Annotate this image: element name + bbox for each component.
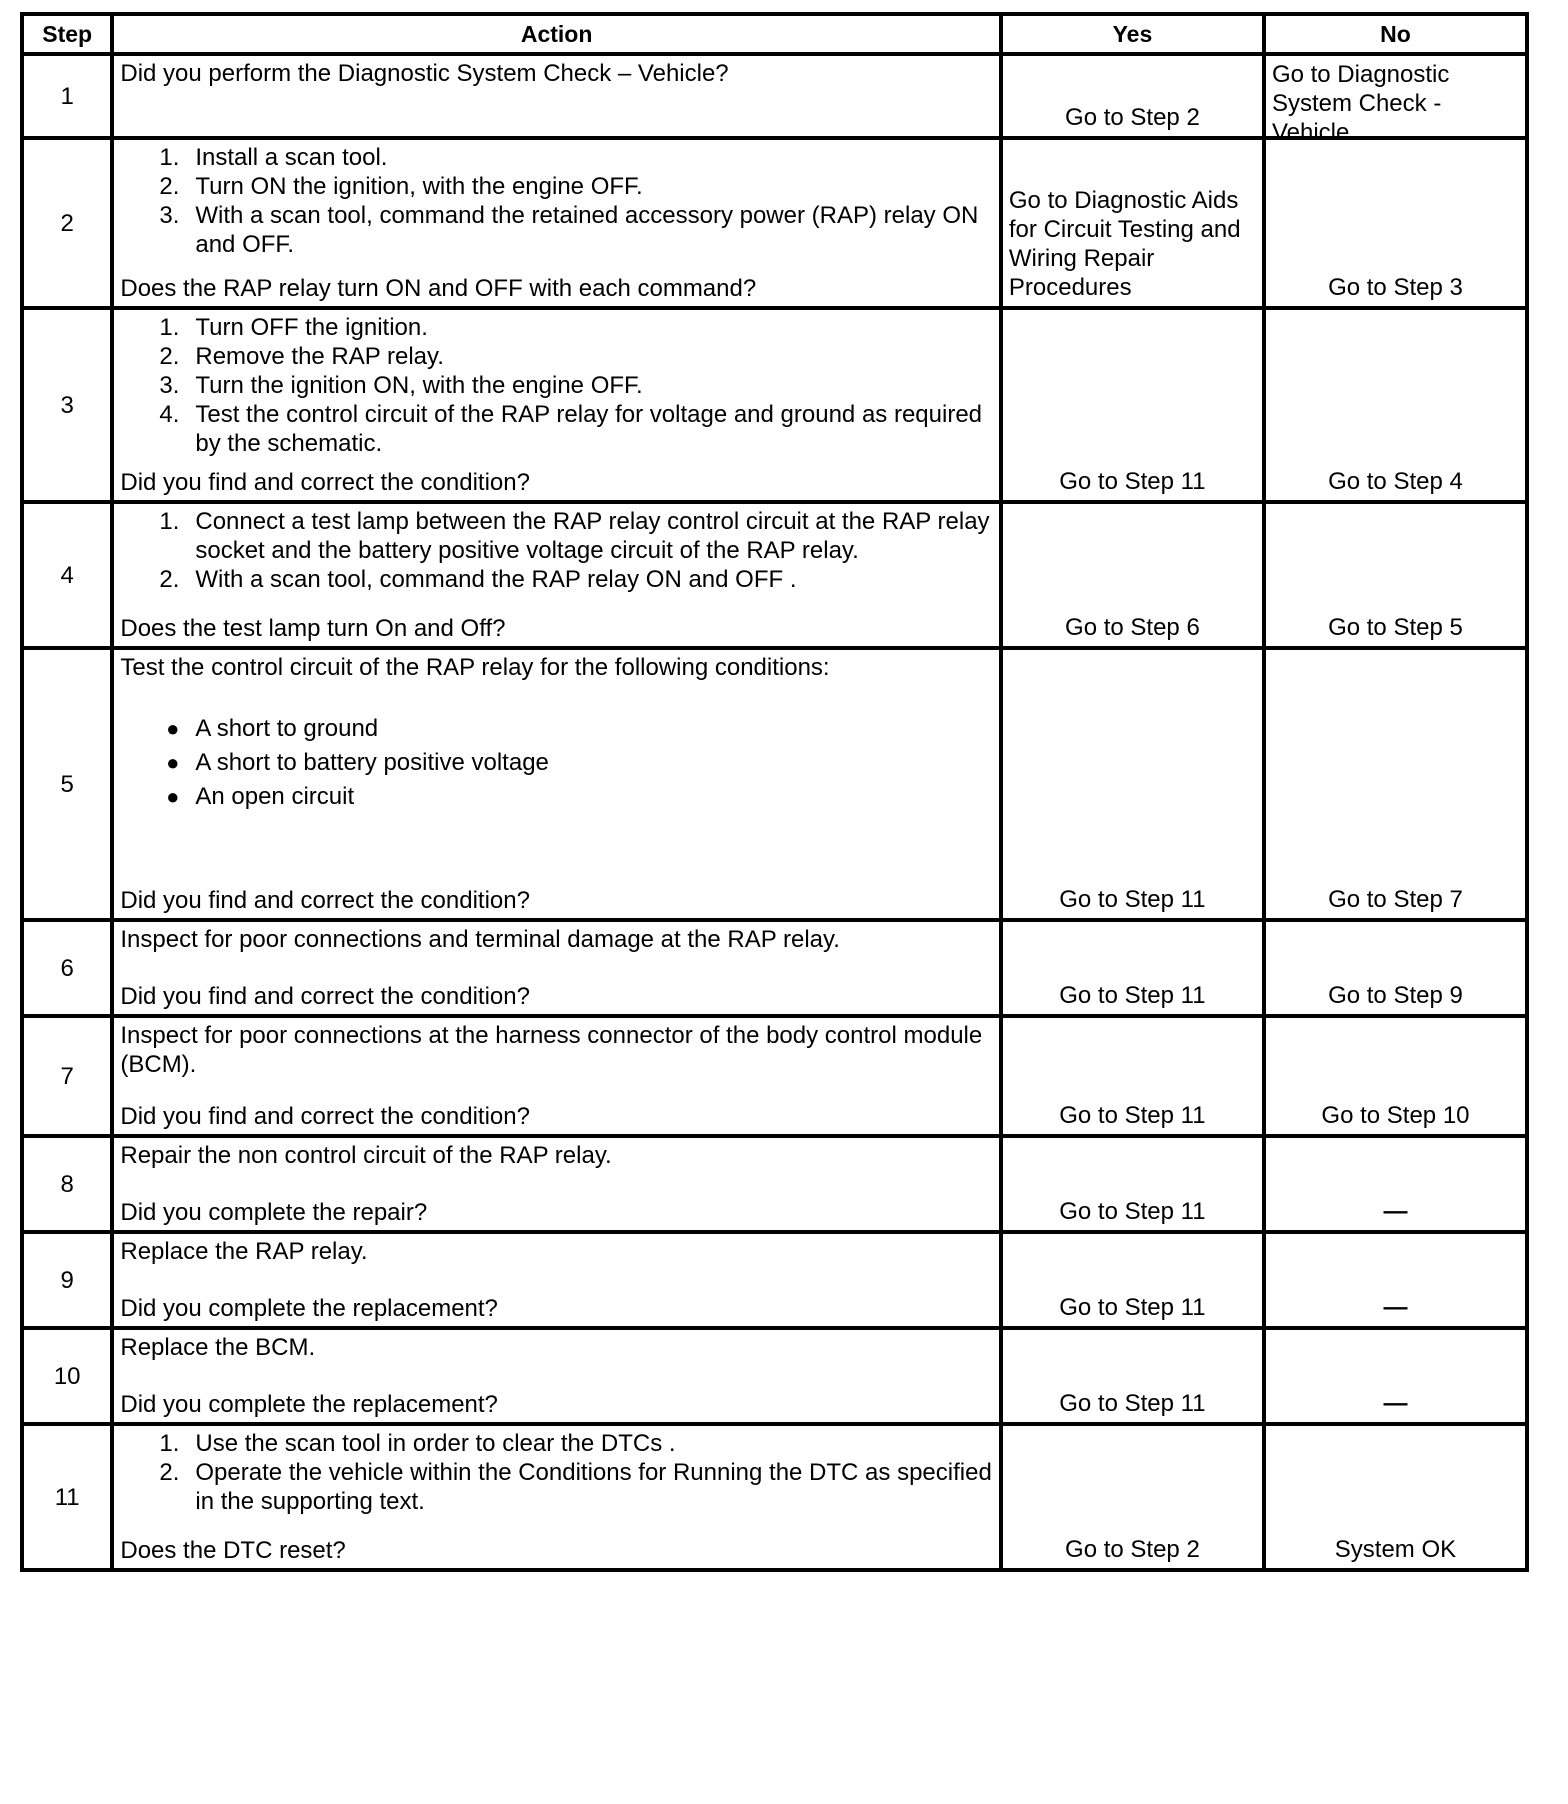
action-instructions: [120, 143, 995, 274]
numbered-item: [120, 507, 995, 565]
no-cell: [1264, 138, 1527, 308]
table-row: [22, 1232, 1527, 1328]
no-result: Go to Step 3: [1328, 274, 1463, 301]
action-content: [120, 59, 995, 133]
step-number: 11: [22, 1424, 112, 1570]
action-cell: [112, 54, 1001, 138]
item-number: 1.: [159, 1430, 180, 1457]
numbered-item: [120, 313, 995, 342]
action-cell: [112, 920, 1001, 1016]
item-text: Test the control circuit of the RAP relay for voltage and ground as required by the schematic.: [195, 401, 983, 457]
no-result: Go to Step 4: [1328, 468, 1463, 495]
action-content: [120, 143, 995, 303]
yes-cell: [1001, 1328, 1264, 1424]
step-number: 8: [22, 1136, 112, 1232]
numbered-item: [120, 565, 995, 594]
yes-cell: [1001, 1016, 1264, 1136]
action-content: [120, 925, 995, 1011]
header-no: No: [1264, 14, 1527, 54]
yes-result: Go to Step 11: [1059, 1198, 1206, 1225]
action-content: [120, 1021, 995, 1131]
item-text: Operate the vehicle within the Conditions for Running the DTC as specified in the supporting text.: [195, 1459, 992, 1515]
action-question: Did you find and correct the condition?: [120, 983, 530, 1010]
action-instructions: [120, 1141, 995, 1198]
item-text: Install a scan tool.: [195, 144, 388, 171]
numbered-item: [120, 371, 995, 400]
action-content: [120, 1237, 995, 1323]
step-number: 3: [22, 308, 112, 502]
action-cell: [112, 138, 1001, 308]
table-row: [22, 138, 1527, 308]
action-intro: Repair the non control circuit of the RAP relay.: [120, 1142, 612, 1169]
action-question: Did you find and correct the condition?: [120, 887, 530, 914]
action-question: Did you complete the replacement?: [120, 1295, 498, 1322]
action-cell: [112, 648, 1001, 920]
table-row: [22, 920, 1527, 1016]
item-text: Use the scan tool in order to clear the DTCs .: [195, 1430, 676, 1457]
step-number: 9: [22, 1232, 112, 1328]
yes-result: Go to Step 2: [1065, 104, 1200, 131]
action-intro: Replace the RAP relay.: [120, 1238, 368, 1265]
bullet-item: [120, 748, 995, 777]
no-result: Go to Step 5: [1328, 614, 1463, 641]
item-text: Turn ON the ignition, with the engine OFF.: [195, 173, 643, 200]
step-number: 10: [22, 1328, 112, 1424]
table-row: [22, 1328, 1527, 1424]
bullet-list: [120, 714, 995, 811]
item-text: A short to ground: [195, 715, 379, 742]
yes-cell: [1001, 920, 1264, 1016]
yes-result: Go to Diagnostic Aids for Circuit Testing and Wiring Repair Procedures: [1008, 187, 1241, 301]
table-row: [22, 502, 1527, 648]
table-row: [22, 54, 1527, 138]
yes-result: Go to Step 11: [1059, 468, 1206, 495]
numbered-item: [120, 1458, 995, 1516]
action-content: [120, 1333, 995, 1419]
step-number: 6: [22, 920, 112, 1016]
item-number: 2.: [159, 1459, 180, 1486]
diagnostic-table: [20, 12, 1529, 1572]
no-cell: [1264, 1232, 1527, 1328]
action-content: [120, 313, 995, 497]
yes-cell: [1001, 308, 1264, 502]
item-number: 2.: [159, 566, 180, 593]
no-cell: [1264, 1424, 1527, 1570]
no-result: Go to Step 7: [1328, 886, 1463, 913]
yes-cell: [1001, 138, 1264, 308]
action-cell: [112, 308, 1001, 502]
item-number: 3.: [159, 372, 180, 399]
no-result: —: [1383, 1390, 1408, 1417]
action-intro: Replace the BCM.: [120, 1334, 316, 1361]
numbered-list: [120, 143, 995, 259]
action-instructions: [120, 59, 995, 133]
action-content: [120, 653, 995, 915]
table-row: [22, 1016, 1527, 1136]
no-cell: [1264, 1016, 1527, 1136]
yes-cell: [1001, 1424, 1264, 1570]
bullet-item: [120, 714, 995, 743]
action-question: Did you complete the replacement?: [120, 1391, 498, 1418]
item-number: 2.: [159, 343, 180, 370]
step-number: 4: [22, 502, 112, 648]
yes-result: Go to Step 11: [1059, 982, 1206, 1009]
item-text: Turn the ignition ON, with the engine OFF.: [195, 372, 643, 399]
no-result: System OK: [1334, 1536, 1457, 1563]
item-text: A short to battery positive voltage: [195, 749, 549, 776]
no-cell: [1264, 648, 1527, 920]
table-row: [22, 308, 1527, 502]
action-question: Does the DTC reset?: [120, 1537, 346, 1564]
action-instructions: [120, 313, 995, 468]
action-intro: Did you perform the Diagnostic System Check – Vehicle?: [120, 60, 729, 87]
yes-result: Go to Step 6: [1065, 614, 1200, 641]
no-cell: [1264, 920, 1527, 1016]
numbered-item: [120, 172, 995, 201]
item-text: Connect a test lamp between the RAP relay control circuit at the RAP relay socket and the battery positive voltage circuit of the RAP relay.: [195, 508, 990, 564]
action-question: Did you find and correct the condition?: [120, 469, 530, 496]
action-instructions: [120, 925, 995, 982]
item-number: 1.: [159, 144, 180, 171]
item-text: With a scan tool, command the retained accessory power (RAP) relay ON and OFF.: [195, 202, 979, 258]
yes-result: Go to Step 11: [1059, 886, 1206, 913]
header-action: Action: [112, 14, 1001, 54]
action-instructions: [120, 1237, 995, 1294]
numbered-item: [120, 201, 995, 259]
step-number: 5: [22, 648, 112, 920]
numbered-list: [120, 507, 995, 594]
action-cell: [112, 1232, 1001, 1328]
table-body: [22, 54, 1527, 1570]
table-row: [22, 1424, 1527, 1570]
item-text: Turn OFF the ignition.: [195, 314, 428, 341]
bullet-item: [120, 782, 995, 811]
numbered-item: [120, 400, 995, 458]
action-intro: Inspect for poor connections and terminal damage at the RAP relay.: [120, 926, 840, 953]
action-cell: [112, 1424, 1001, 1570]
no-result: —: [1383, 1294, 1408, 1321]
yes-cell: [1001, 1232, 1264, 1328]
numbered-item: [120, 1429, 995, 1458]
item-number: 1.: [159, 314, 180, 341]
step-number: 1: [22, 54, 112, 138]
yes-result: Go to Step 11: [1059, 1390, 1206, 1417]
item-number: 3.: [159, 202, 180, 229]
action-intro: Inspect for poor connections at the harness connector of the body control module (BCM).: [120, 1022, 983, 1078]
action-question: Did you find and correct the condition?: [120, 1103, 530, 1130]
action-instructions: [120, 1429, 995, 1536]
action-question: Did you complete the repair?: [120, 1199, 428, 1226]
no-result: Go to Diagnostic System Check - Vehicle: [1271, 61, 1450, 146]
table-row: [22, 1136, 1527, 1232]
header-step: Step: [22, 14, 112, 54]
bullet-dot-icon: ●: [166, 784, 180, 809]
no-result: —: [1383, 1198, 1408, 1225]
item-text: An open circuit: [195, 783, 355, 810]
numbered-item: [120, 143, 995, 172]
item-text: Remove the RAP relay.: [195, 343, 444, 370]
yes-result: Go to Step 11: [1059, 1102, 1206, 1129]
no-result: Go to Step 10: [1321, 1102, 1470, 1129]
item-number: 2.: [159, 173, 180, 200]
header-row: [22, 14, 1527, 54]
action-instructions: [120, 1021, 995, 1102]
action-content: [120, 1141, 995, 1227]
action-instructions: [120, 507, 995, 614]
item-number: 1.: [159, 508, 180, 535]
yes-cell: [1001, 1136, 1264, 1232]
action-instructions: [120, 1333, 995, 1390]
header-yes: Yes: [1001, 14, 1264, 54]
action-content: [120, 507, 995, 643]
no-cell: [1264, 54, 1527, 146]
bullet-dot-icon: ●: [166, 716, 180, 741]
yes-cell: [1001, 54, 1264, 138]
action-cell: [112, 1016, 1001, 1136]
no-result: Go to Step 9: [1328, 982, 1463, 1009]
action-instructions: [120, 653, 995, 886]
numbered-list: [120, 1429, 995, 1516]
step-number: 2: [22, 138, 112, 308]
item-text: With a scan tool, command the RAP relay ON and OFF .: [195, 566, 797, 593]
no-cell: [1264, 308, 1527, 502]
no-cell: [1264, 1328, 1527, 1424]
no-cell: [1264, 1136, 1527, 1232]
numbered-item: [120, 342, 995, 371]
action-cell: [112, 1136, 1001, 1232]
step-number: 7: [22, 1016, 112, 1136]
table-row: [22, 648, 1527, 920]
bullet-dot-icon: ●: [166, 750, 180, 775]
yes-result: Go to Step 11: [1059, 1294, 1206, 1321]
action-cell: [112, 502, 1001, 648]
action-content: [120, 1429, 995, 1565]
action-question: Does the test lamp turn On and Off?: [120, 615, 506, 642]
action-question: Does the RAP relay turn ON and OFF with each command?: [120, 275, 757, 302]
action-intro: Test the control circuit of the RAP relay for the following conditions:: [120, 654, 830, 681]
yes-cell: [1001, 502, 1264, 648]
action-cell: [112, 1328, 1001, 1424]
item-number: 4.: [159, 401, 180, 428]
yes-result: Go to Step 2: [1065, 1536, 1200, 1563]
yes-cell: [1001, 648, 1264, 920]
no-cell: [1264, 502, 1527, 648]
numbered-list: [120, 313, 995, 458]
